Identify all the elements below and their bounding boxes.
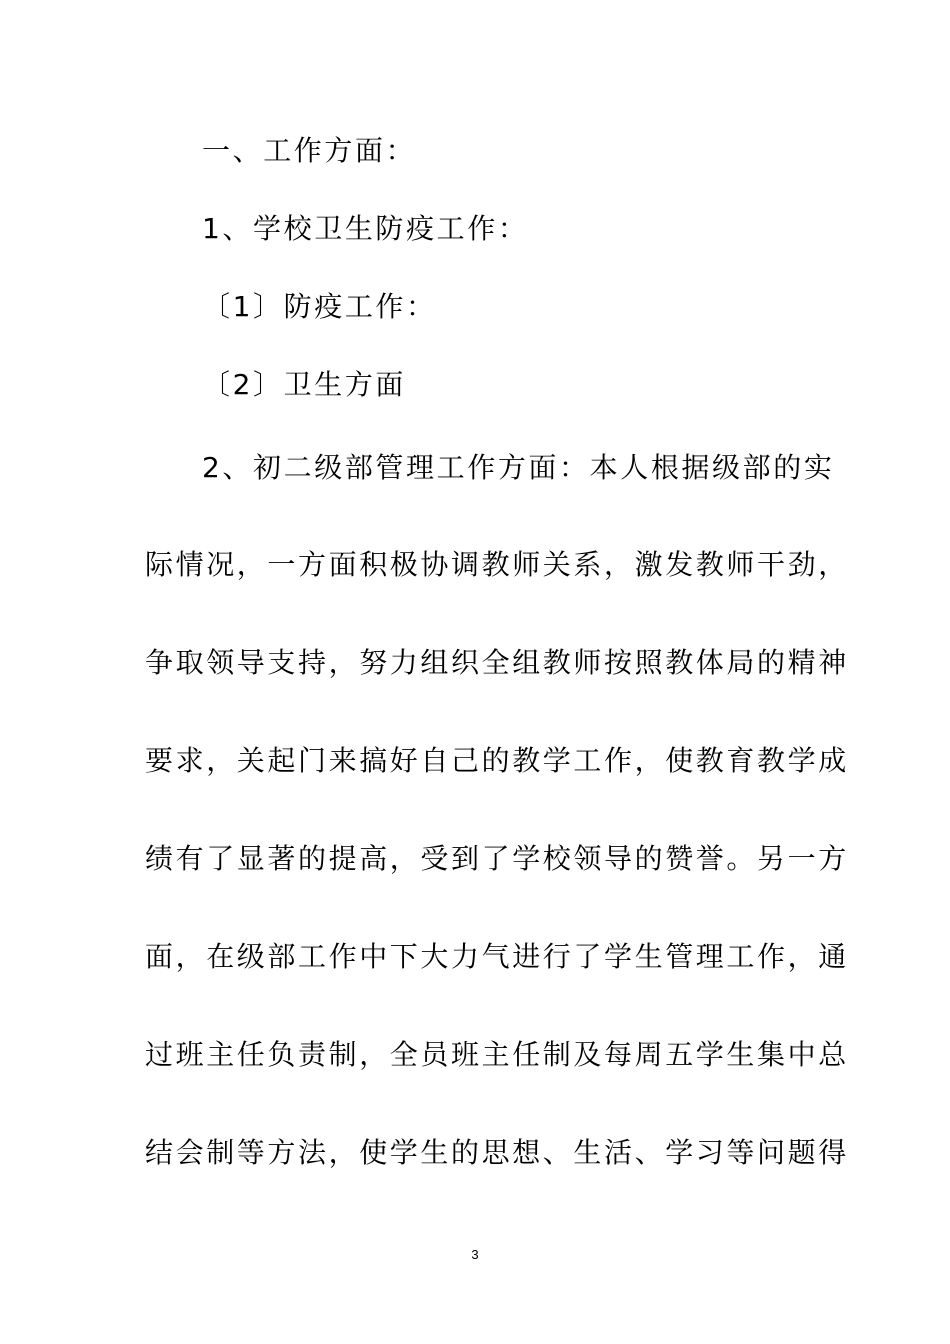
page-number: 3 xyxy=(471,1247,479,1262)
paragraph-line: 要求，关起门来搞好自己的教学工作，使教育教学成 xyxy=(145,744,849,777)
item-epidemic-work: 〔1〕防疫工作： xyxy=(202,290,437,323)
section-heading-work: 一、工作方面： xyxy=(202,134,417,167)
paragraph-line: 过班主任负责制，全员班主任制及每周五学生集中总 xyxy=(145,1038,849,1071)
subheading-hygiene-epidemic: 1、学校卫生防疫工作： xyxy=(202,212,529,245)
paragraph-line: 际情况，一方面积极协调教师关系，激发教师干劲， xyxy=(145,548,849,581)
paragraph-line: 2、初二级部管理工作方面：本人根据级部的实 xyxy=(202,451,835,484)
paragraph-line: 争取领导支持，努力组织全组教师按照教体局的精神 xyxy=(145,646,849,679)
paragraph-line: 结会制等方法，使学生的思想、生活、学习等问题得 xyxy=(145,1136,849,1169)
paragraph-line: 绩有了显著的提高，受到了学校领导的赞誉。另一方 xyxy=(145,842,849,875)
paragraph-line: 面，在级部工作中下大力气进行了学生管理工作，通 xyxy=(145,940,849,973)
item-hygiene: 〔2〕卫生方面 xyxy=(202,368,407,401)
